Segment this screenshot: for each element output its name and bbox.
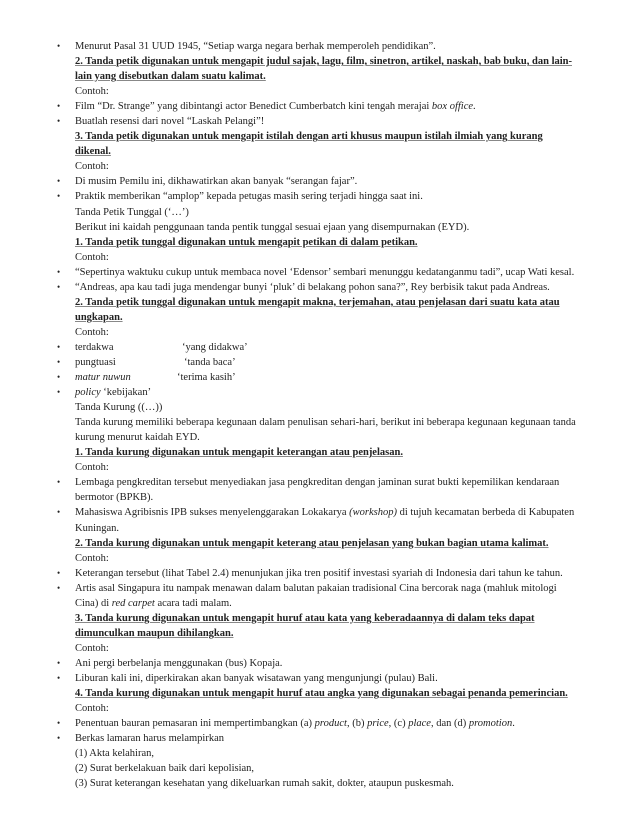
list-item xyxy=(75,716,578,731)
list-item-text: . xyxy=(473,101,476,113)
example-label: Contoh: xyxy=(75,161,109,173)
term: terdakwa xyxy=(75,341,114,353)
list-item xyxy=(75,114,578,129)
term-meaning: ‘tanda baca’ xyxy=(184,356,236,368)
italic-term: (workshop) xyxy=(349,507,397,519)
term: policy xyxy=(75,387,101,399)
term-meaning: ‘yang didakwa’ xyxy=(182,341,248,353)
term: pungtuasi xyxy=(75,356,116,368)
list-item xyxy=(75,581,578,611)
rule-heading: 1. Tanda petik tunggal digunakan untuk mengapit petikan di dalam petikan. xyxy=(75,236,418,248)
section-title: Tanda Petik Tunggal (‘…’) xyxy=(75,206,189,218)
rule-heading: 2. Tanda petik tunggal digunakan untuk mengapit makna, terjemahan, atau penjelasan dari suatu kata atau ungkapan. xyxy=(75,296,560,323)
sub-item: (3) Surat keterangan kesehatan yang dikeluarkan rumah sakit, dokter, ataupun puskesmah. xyxy=(75,778,454,790)
list-item-text: di tujuh kecamatan berbeda di Kabupaten Kuningan. xyxy=(75,507,575,534)
list-item-text: Lembaga pengkreditan tersebut menyediakan jasa pengkreditan dengan jaminan surat bukti kepemilikan kendaraan bermotor (BPKB). xyxy=(75,477,560,504)
example-label: Contoh: xyxy=(75,642,109,654)
example-label: Contoh: xyxy=(75,326,109,338)
example-label: Contoh: xyxy=(75,86,109,98)
list-item xyxy=(75,99,578,114)
term-item xyxy=(75,370,578,385)
example-label: Contoh: xyxy=(75,251,109,263)
list-item xyxy=(75,39,578,54)
rule-heading: 2. Tanda kurung digunakan untuk mengapit keterang atau penjelasan yang bukan bagian utama kalimat. xyxy=(75,537,549,549)
rule-heading: 2. Tanda petik digunakan untuk mengapit judul sajak, lagu, film, sinetron, artikel, naskah, bab buku, dan lain-lain yang disebutkan dalam suatu kalimat. xyxy=(75,56,572,83)
example-label: Contoh: xyxy=(75,462,109,474)
list-item-text: “Andreas, apa kau tadi juga mendengar bunyi ‘pluk’ di belakang pohon sana?”, Rey berbisik takut pada Andreas. xyxy=(75,281,550,293)
list-item-text: , (c) xyxy=(388,718,409,730)
italic-term: red carpet xyxy=(111,597,155,609)
list-item xyxy=(75,265,578,280)
list-item-text: Di musim Pemilu ini, dikhawatirkan akan banyak “serangan fajar”. xyxy=(75,176,358,188)
list-item-text: Menurut Pasal 31 UUD 1945, “Setiap warga negara berhak memperoleh pendidikan”. xyxy=(75,41,436,52)
list-item-text: Keterangan tersebut (lihat Tabel 2.4) menunjukan jika tren positif investasi syariah di Indonesia dari tahun ke tahun. xyxy=(75,567,563,579)
rule-heading: 3. Tanda petik digunakan untuk mengapit istilah dengan arti khusus maupun istilah ilmiah yang kurang dikenal. xyxy=(75,131,543,158)
term-meaning: ‘terima kasih’ xyxy=(177,372,236,384)
list-item-text: , (b) xyxy=(346,718,368,730)
rule-heading: 1. Tanda kurung digunakan untuk mengapit keterangan atau penjelasan. xyxy=(75,447,403,459)
list-item xyxy=(75,566,578,581)
list-item xyxy=(75,656,578,671)
list-item-text: Liburan kali ini, diperkirakan akan banyak wisatawan yang mengunjungi (pulau) Bali. xyxy=(75,672,438,684)
list-item xyxy=(75,731,578,746)
list-item-text: . xyxy=(512,718,515,730)
list-item xyxy=(75,280,578,295)
list-item xyxy=(75,475,578,505)
list-item-text: Berkas lamaran harus melampirkan xyxy=(75,733,224,745)
term: matur nuwun xyxy=(75,372,131,384)
list-item-text: , dan (d) xyxy=(430,718,469,730)
list-item-text: Penentuan bauran pemasaran ini mempertimbangkan (a) xyxy=(75,718,315,730)
term-meaning: ‘kebijakan’ xyxy=(100,387,152,399)
paragraph: Berikut ini kaidah penggunaan tanda pentik tunggal sesuai ejaan yang disempurnakan (EYD). xyxy=(75,221,470,233)
term-item xyxy=(75,385,578,400)
term-item xyxy=(75,340,578,355)
list-item-text: Praktik memberikan “amplop” kepada petugas masih sering terjadi hingga saat ini. xyxy=(75,191,423,203)
italic-term: promotion xyxy=(468,718,513,730)
list-item-text: Artis asal Singapura itu nampak menawan dalam balutan pakaian tradisional Cina bercorak naga (mahluk mitologi Cina) di xyxy=(75,582,557,609)
list-item-text: Mahasiswa Agribisnis IPB sukses menyelenggarakan Lokakarya xyxy=(75,507,350,519)
example-label: Contoh: xyxy=(75,552,109,564)
italic-term: price xyxy=(367,718,389,730)
sub-item: (2) Surat berkelakuan baik dari kepolisian, xyxy=(75,763,255,775)
list-item xyxy=(75,671,578,686)
example-label: Contoh: xyxy=(75,703,109,715)
list-item-text: Film “Dr. Strange” yang dibintangi actor Benedict Cumberbatch kini tengah merajai xyxy=(75,101,430,113)
sub-item: (1) Akta kelahiran, xyxy=(75,748,155,760)
list-item-text: “Sepertinya waktuku cukup untuk membaca novel ‘Edensor’ sembari menunggu kedatanganmu tadi”, ucap Wati kesal. xyxy=(75,266,575,278)
rule-heading: 3. Tanda kurung digunakan untuk mengapit huruf atau kata yang keberadaannya di dalam teks dapat dimunculkan maupun dihilangkan. xyxy=(75,612,535,639)
list-item xyxy=(75,174,578,189)
section-title: Tanda Kurung ((…)) xyxy=(75,402,163,414)
list-item xyxy=(75,505,578,535)
list-item xyxy=(75,189,578,204)
italic-term: place xyxy=(408,718,431,730)
term-item xyxy=(75,355,578,370)
italic-term: box office xyxy=(431,101,474,113)
rule-heading: 4. Tanda kurung digunakan untuk mengapit huruf atau angka yang digunakan sebagai penanda pemerincian. xyxy=(75,688,568,700)
italic-term: product xyxy=(314,718,347,730)
list-item-text: acara tadi malam. xyxy=(154,597,232,609)
paragraph: Tanda kurung memiliki beberapa kegunaan dalam penulisan sehari-hari, berikut ini beberapa kegunaan kegunaan tanda kurung menurut kaidah EYD. xyxy=(75,417,576,444)
list-item-text: Ani pergi berbelanja menggunakan (bus) Kopaja. xyxy=(75,657,283,669)
list-item-text: Buatlah resensi dari novel “Laskah Pelangi”! xyxy=(75,116,265,128)
